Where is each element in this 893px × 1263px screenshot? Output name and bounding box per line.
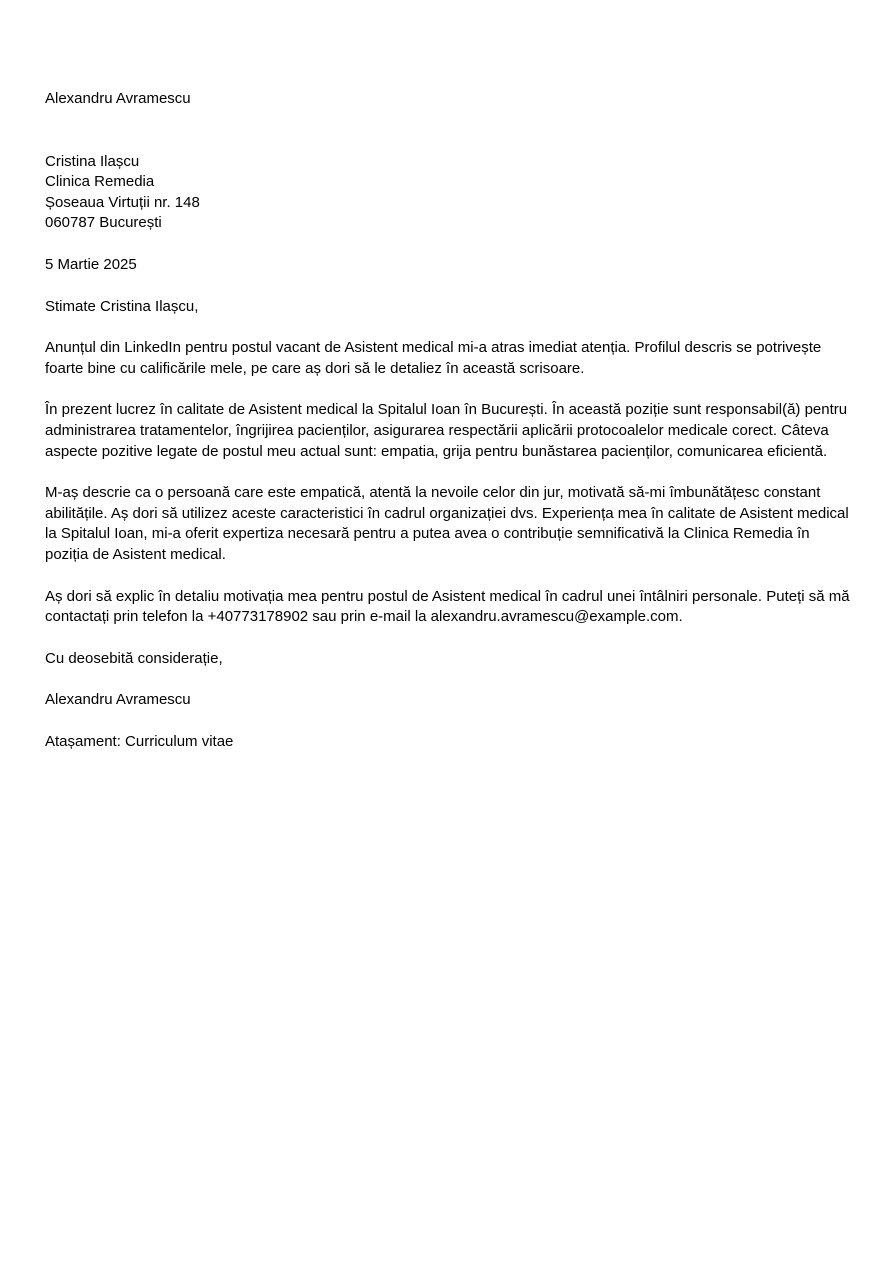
letter-date: 5 Martie 2025: [45, 255, 137, 273]
signature: Alexandru Avramescu: [45, 691, 191, 709]
recipient-address: [45, 152, 853, 234]
body-paragraph-4: Aș dori să explic în detaliu motivația mea pentru postul de Asistent medical în cadrul unei întâlniri personale. Puteți să mă contactați prin telefon la +40773178902 sau prin e-mail la alexandru.avramescu@example.com.: [45, 587, 850, 626]
salutation: Stimate Cristina Ilașcu,: [45, 297, 199, 315]
recipient-company: Clinica Remedia: [45, 173, 155, 191]
body-paragraph-2: În prezent lucrez în calitate de Asistent medical la Spitalul Ioan în București. În această poziție sunt responsabil(ă) pentru administrarea tratamentelor, îngrijirea pacienților, asigurarea respectării aplicării protocoalelor medicale corect. Câteva aspecte pozitive legate de postul meu actual sunt: empatia, grija pentru bunăstarea pacienților, comunicarea eficientă.: [45, 401, 848, 460]
recipient-city: 060787 București: [45, 214, 162, 232]
attachment-note: Atașament: Curriculum vitae: [45, 732, 234, 750]
recipient-street: Șoseaua Virtuții nr. 148: [45, 193, 200, 211]
recipient-name: Cristina Ilașcu: [45, 152, 140, 170]
body-paragraph-3: M-aș descrie ca o persoană care este empatică, atentă la nevoile celor din jur, motivată să-mi îmbunătățesc constant abilitățile. Aș dori să utilizez aceste caracteristici în cadrul organizației dvs. Experiența mea în calitate de Asistent medical la Spitalul Ioan, mi-a oferit expertiza necesară pentru a putea avea o contribuție semnificativă la Clinica Remedia în poziția de Asistent medical.: [45, 484, 849, 563]
closing: Cu deosebită considerație,: [45, 649, 223, 667]
sender-name: Alexandru Avramescu: [45, 90, 191, 107]
body-paragraph-1: Anunțul din LinkedIn pentru postul vacant de Asistent medical mi-a atras imediat atenția. Profilul descris se potrivește foarte bine cu calificările mele, pe care aș dori să le detaliez în această scrisoare.: [45, 339, 822, 377]
